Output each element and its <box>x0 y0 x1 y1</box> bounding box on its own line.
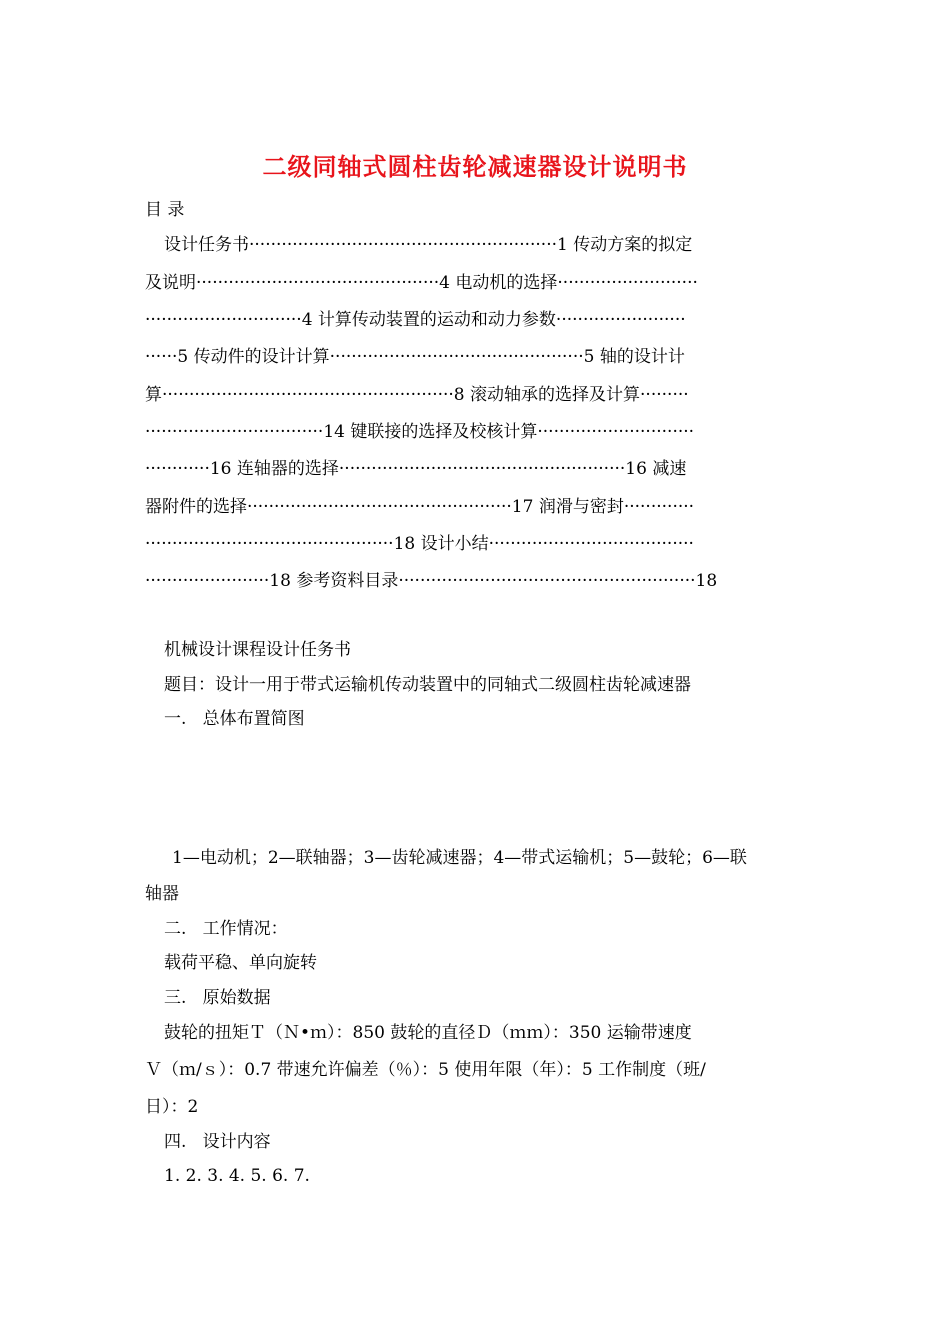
work-condition: 载荷平稳、单向旋转 <box>164 953 317 973</box>
data-line: 日）：2 <box>145 1097 199 1117</box>
toc-line: ··············································18 设计小结······································ <box>145 534 694 554</box>
toc-line: 器附件的选择·················································17 润滑与密封············· <box>145 497 695 517</box>
section-heading: 三. 原始数据 <box>164 988 271 1008</box>
toc-line: ·······················18 参考资料目录·······················································18 <box>145 571 718 591</box>
content-items: 1. 2. 3. 4. 5. 6. 7. <box>164 1166 310 1186</box>
data-line: 鼓轮的扭矩Ｔ（Ｎ•ｍ）：850 鼓轮的直径Ｄ（ｍｍ）：350 运输带速度 <box>164 1023 692 1043</box>
section-heading: 一. 总体布置简图 <box>164 709 305 729</box>
toc-line: 算······················································8 滚动轴承的选择及计算········· <box>145 385 689 405</box>
subject-line: 题目：设计一用于带式运输机传动装置中的同轴式二级圆柱齿轮减速器 <box>164 675 691 695</box>
toc-line: ·································14 键联接的选择及校核计算····························· <box>145 422 695 442</box>
section-heading: 四. 设计内容 <box>164 1132 271 1152</box>
toc-heading: 目 录 <box>145 200 185 220</box>
legend-line: 轴器 <box>145 884 179 904</box>
section-heading: 二. 工作情况： <box>164 919 288 939</box>
data-line: Ｖ（ｍ/ｓ）：0.7 带速允许偏差（％）：5 使用年限（年）：5 工作制度（班/ <box>145 1060 706 1080</box>
legend-line: 1—电动机；2—联轴器；3—齿轮减速器；4—带式运输机；5—鼓轮；6—联 <box>172 848 747 868</box>
toc-line: ······5 传动件的设计计算···············································5 轴的设计计 <box>145 347 685 367</box>
toc-line: ············16 连轴器的选择·····················································16 减速 <box>145 459 687 479</box>
document-title: 二级同轴式圆柱齿轮减速器设计说明书 <box>262 152 688 181</box>
toc-line: 及说明·············································4 电动机的选择·························· <box>145 273 698 293</box>
toc-line: ·····························4 计算传动装置的运动和动力参数························ <box>145 310 686 330</box>
task-title: 机械设计课程设计任务书 <box>164 640 351 660</box>
toc-line: 设计任务书·························································1 传动方案的拟定 <box>164 235 693 255</box>
